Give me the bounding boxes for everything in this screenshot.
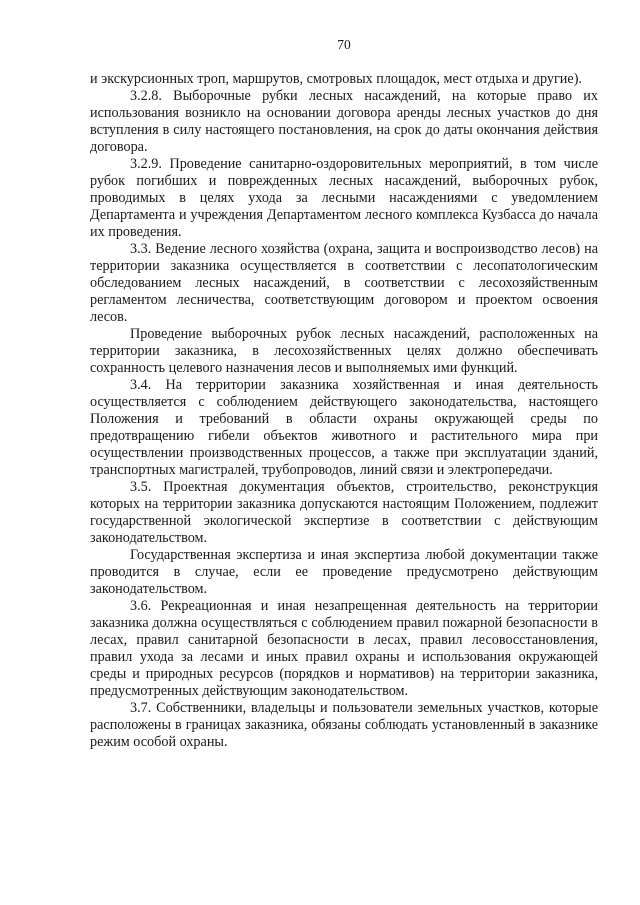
paragraph-continuation: и экскурсионных троп, маршрутов, смотровых площадок, мест отдыха и другие). <box>90 71 582 87</box>
page-number: 70 <box>337 37 351 52</box>
paragraph-3-5: 3.5. Проектная документация объектов, строительство, реконструкция которых на территории заказника допускаются настоящим Положением, подлежит государственной экологической экспертизе в соответствии с действующим законодательством. <box>90 479 598 546</box>
paragraph-state-expertise: Государственная экспертиза и иная экспертиза любой документации также проводится в случае, если ее проведение предусмотрено действующим законодательством. <box>90 547 598 597</box>
document-page <box>90 36 598 751</box>
paragraph-3-2-8: 3.2.8. Выборочные рубки лесных насаждений, на которые право их использования возникло на основании договора аренды лесных участков до дня вступления в силу настоящего постановления, на срок до даты окончания действия договора. <box>90 88 598 155</box>
paragraph-3-6: 3.6. Рекреационная и иная незапрещенная деятельность на территории заказника должна осуществляться с соблюдением правил пожарной безопасности в лесах, правил санитарной безопасности в лесах, правил лесовосстановления, правил ухода за лесами и иных правил охраны и использования окружающей среды и природных ресурсов (порядков и нормативов) на территории заказника, предусмотренных действующим законодательством. <box>90 598 598 699</box>
paragraph-3-4: 3.4. На территории заказника хозяйственная и иная деятельность осуществляется с соблюдением действующего законодательства, настоящего Положения и требований в области охраны окружающей среды по предотвращению гибели объектов животного и растительного мира при осуществлении производственных процессов, а также при эксплуатации зданий, транспортных магистралей, трубопроводов, линий связи и электропередачи. <box>90 377 598 478</box>
paragraph-3-2-9: 3.2.9. Проведение санитарно-оздоровительных мероприятий, в том числе рубок погибших и поврежденных лесных насаждений, выборочных рубок, проводимых в целях ухода за лесными насаждениями с уведомлением Департамента и учреждения Департаментом лесного комплекса Кузбасса до начала их проведения. <box>90 156 598 240</box>
paragraph-3-3: 3.3. Ведение лесного хозяйства (охрана, защита и воспроизводство лесов) на территории заказника осуществляется в соответствии с лесопатологическим обследованием лесных насаждений, в соответствии с лесохозяйственным регламентом лесничества, соответствующим договором и проектом освоения лесов. <box>90 241 598 325</box>
paragraph-selective-felling: Проведение выборочных рубок лесных насаждений, расположенных на территории заказника, в лесохозяйственных целях должно обеспечивать сохранность целевого назначения лесов и выполняемых ими функций. <box>90 326 598 376</box>
paragraph-3-7: 3.7. Собственники, владельцы и пользователи земельных участков, которые расположены в границах заказника, обязаны соблюдать установленный в заказнике режим особой охраны. <box>90 700 598 750</box>
